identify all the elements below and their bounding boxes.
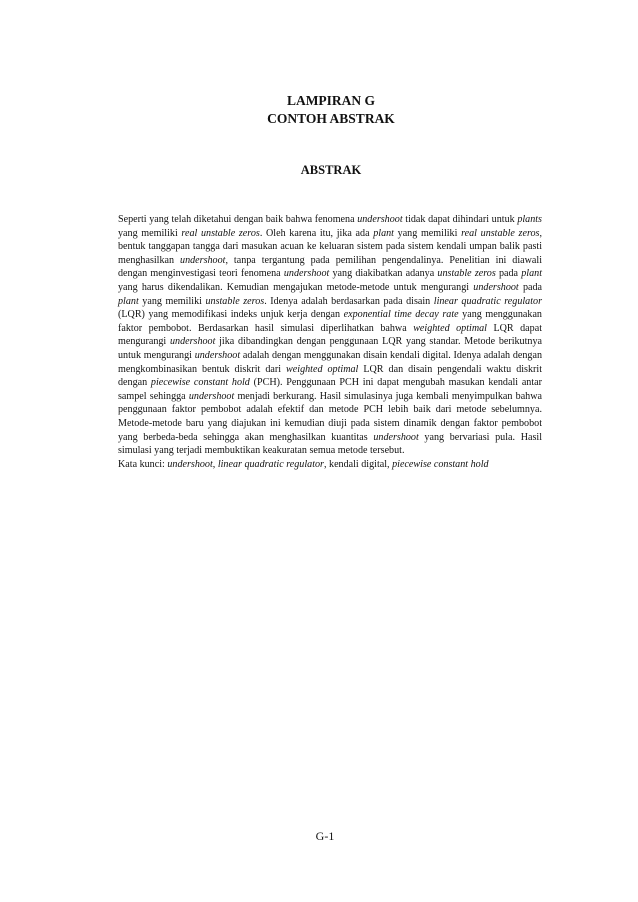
keywords-line (118, 458, 542, 472)
text-run: jika dibandingkan dengan penggunaan LQR yang standar. Metode berikutnya untuk mengurangi (118, 336, 542, 361)
italic-term: piecewise constant hold (150, 377, 250, 389)
text-run: pada (495, 268, 522, 280)
text-run: pada (518, 281, 542, 293)
italic-term: unstable zeros (205, 295, 265, 307)
italic-term: plants (517, 214, 542, 225)
text-run: yang memiliki (118, 227, 182, 239)
italic-term: undershoot (357, 214, 403, 225)
italic-term: piecewise constant hold (392, 458, 489, 470)
text-run: yang memiliki (393, 227, 462, 239)
appendix-subtitle: CONTOH ABSTRAK (267, 111, 395, 126)
text-run: menjadi berkurang. Hasil simulasinya juga kembali menyimpulkan bahwa penggunaan faktor pembobot adalah efektif dan metode PCH lebih baik dari metode sebelumnya. Metode-metode baru yang diajukan ini kemudian diuji pada sistem dinamik dengan faktor pembobot yang berbeda-beda sehingga akan menghasilkan kuantitas (118, 390, 542, 443)
abstract-body (118, 213, 542, 471)
text-run: , (212, 458, 218, 470)
abstract-heading: ABSTRAK (300, 163, 362, 177)
italic-term: undershoot (283, 268, 330, 280)
text-run: Seperti yang telah diketahui dengan baik bahwa fenomena (118, 214, 358, 225)
text-run: . Idenya adalah berdasarkan pada disain (264, 295, 434, 307)
appendix-title: LAMPIRAN G (286, 93, 376, 108)
italic-term: weighted optimal (413, 322, 487, 334)
text-run: , tanpa tergantung pada pemilihan pengendalinya. Penelitian ini diawali dengan menginvestigasi teori fenomena (118, 254, 542, 280)
text-run: LQR dan disain pengendali waktu diskrit dengan (118, 363, 543, 389)
italic-term: real unstable zeros (461, 227, 540, 239)
text-run: Kata kunci: (118, 458, 168, 470)
italic-term: plant (118, 295, 139, 307)
text-run: tidak dapat dihindari untuk (402, 214, 518, 225)
italic-term: weighted optimal (286, 363, 359, 375)
italic-term: plant (373, 227, 394, 239)
italic-term: exponential time decay rate (343, 309, 459, 321)
text-run: LQR dapat mengurangi (118, 322, 542, 348)
italic-term: real unstable zeros (181, 227, 260, 239)
text-run: adalah dengan menggunakan disain kendali digital. Idenya adalah dengan mengkombinasikan bentuk diskrit dari (118, 349, 542, 375)
italic-term: undershoot (180, 254, 226, 266)
text-run: yang menggunakan faktor pembobot. Berdasarkan hasil simulasi diperlihatkan bahwa (118, 309, 542, 334)
text-run: yang memiliki (138, 295, 206, 307)
text-run: (LQR) yang memodifikasi indeks unjuk kerja dengan (118, 309, 344, 321)
italic-term: linear quadratic regulator (433, 295, 542, 307)
italic-term: plant (521, 268, 542, 280)
text-run: . Oleh karena itu, jika ada (259, 227, 374, 239)
italic-term: linear quadratic regulator (217, 458, 324, 470)
text-run: , bentuk tanggapan tangga dari masukan acuan ke keluaran sistem pada sistem kendali umpan balik pasti menghasilkan (118, 227, 543, 266)
text-run: yang bervariasi pula. Hasil simulasi yang terjadi membuktikan keakuratan semua metode tersebut. (118, 431, 543, 457)
italic-term: undershoot (373, 431, 419, 443)
italic-term: undershoot (194, 349, 241, 361)
text-run: (PCH). Penggunaan PCH ini dapat mengubah masukan kendali antar sampel sehingga (118, 377, 542, 402)
text-run: , kendali digital, (323, 458, 393, 470)
italic-term: undershoot (188, 390, 235, 402)
text-run: yang diakibatkan adanya (329, 268, 438, 280)
page-number: G-1 (315, 829, 335, 843)
text-run: yang harus dikendalikan. Kemudian mengajukan metode-metode untuk mengurangi (118, 281, 474, 293)
italic-term: undershoot (473, 281, 519, 293)
italic-term: undershoot (167, 458, 213, 470)
italic-term: undershoot (169, 336, 216, 348)
italic-term: unstable zeros (437, 268, 496, 280)
abstract-paragraph (118, 213, 542, 458)
